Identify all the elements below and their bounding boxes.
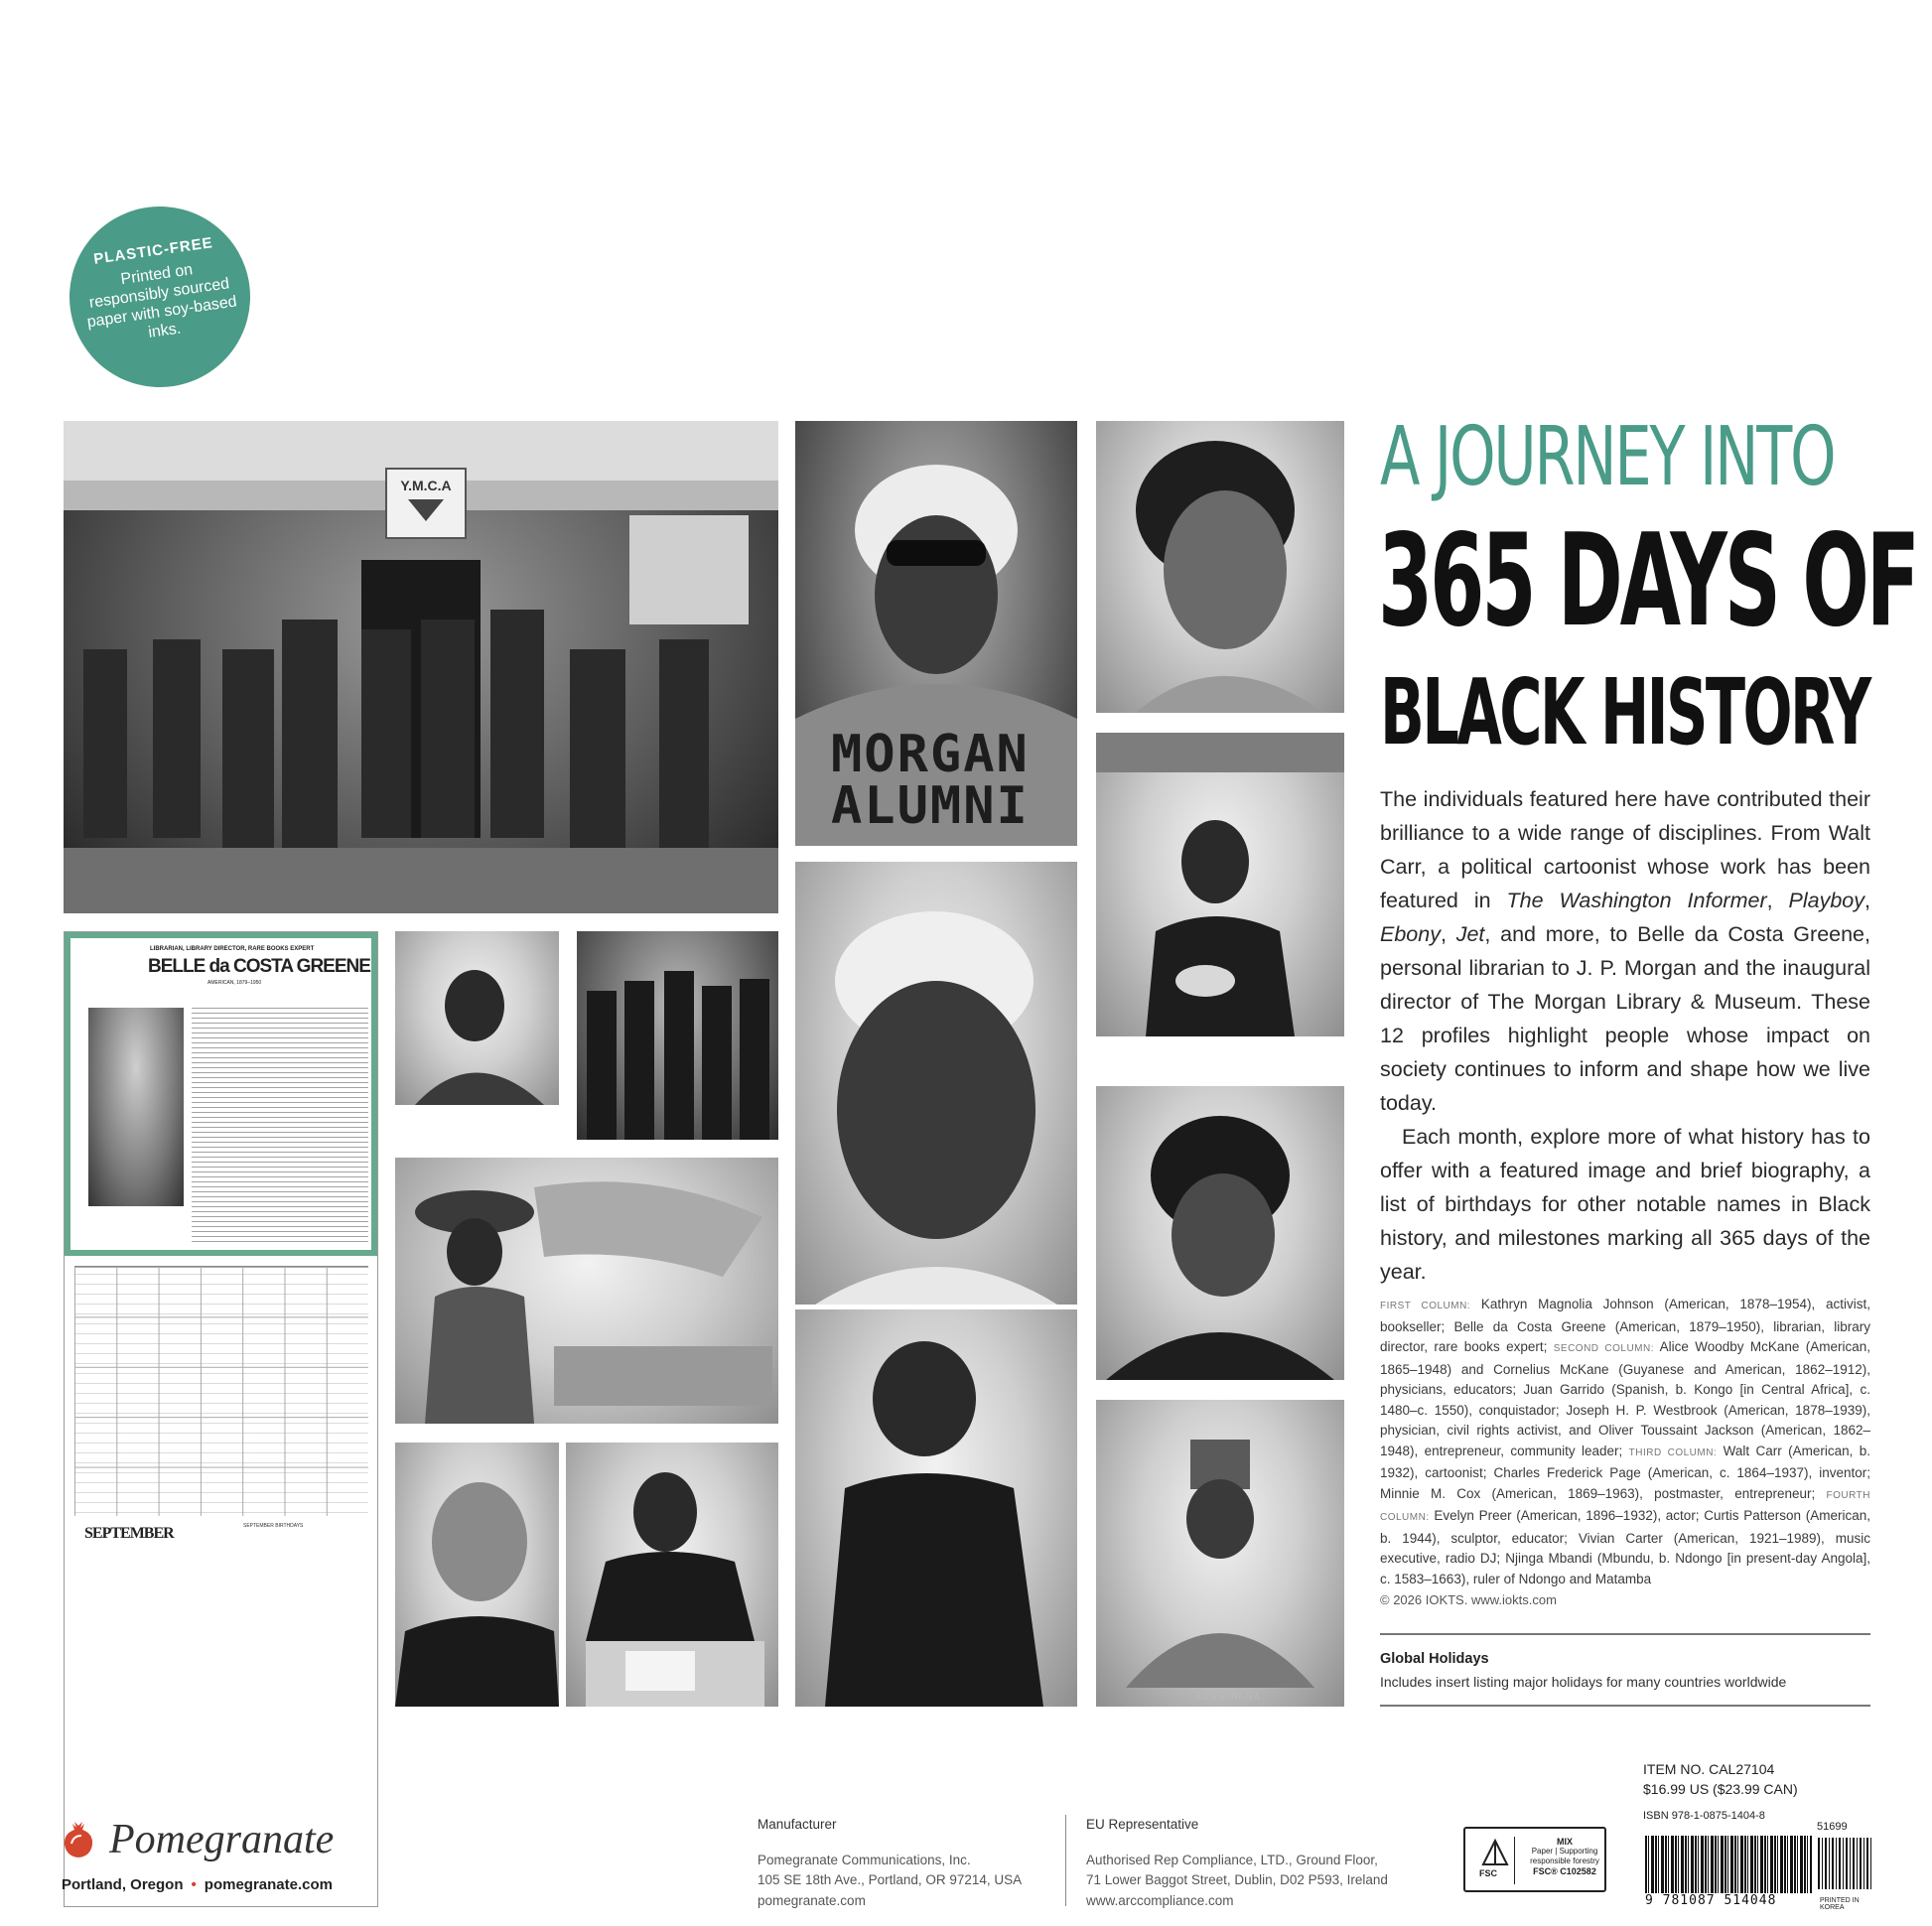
calendar-portrait [88,1008,184,1206]
barcode-digits: 9 781087 514048 [1645,1893,1777,1908]
ymca-sign: Y.M.C.A [385,468,467,539]
footer-separator [1065,1815,1066,1906]
photo-juan-garrido [395,1158,778,1424]
manufacturer-block: Manufacturer Pomegranate Communications, Inc. 105 SE 18th Ave., Portland, OR 97214, USA pomegranate.com [758,1817,1023,1908]
barcode-addon-bars [1818,1838,1873,1889]
photo-man-writing [566,1443,778,1707]
printed-in-text: PRINTED IN KOREA [1820,1897,1860,1911]
barcode-price-code: 51699 [1817,1821,1848,1833]
photo-charles-page [795,862,1077,1305]
eu-representative-block: EU Representative Authorised Rep Compliance, LTD., Ground Floor, 71 Lower Baggot Street, Dublin, D02 P593, Ireland www.arccompliance.com [1086,1817,1388,1908]
ann-zingha-caption: ANN ZINGHA. [1195,1692,1265,1702]
calendar-subtitle: AMERICAN, 1879–1950 [207,980,262,986]
intro-text [1380,782,1870,1289]
photo-kathryn-johnson [395,931,559,1105]
photo-ymca-soldiers [64,421,778,913]
copyright: © 2026 IOKTS. www.iokts.com [1380,1592,1557,1607]
divider-bottom [1380,1705,1870,1707]
isbn-text: ISBN 978-1-0875-1404-8 [1643,1810,1765,1822]
calendar-title: BELLE da COSTA GREENE [148,956,370,977]
calendar-grid-entries [74,1268,368,1516]
intro-paragraph-2: Each month, explore more of what history has to offer with a featured image and brief biography, a list of birthdays for other notable names in Black history, and milestones marking all 365 days of the year. [1380,1125,1870,1284]
barcode-bars [1645,1836,1812,1893]
calendar-kicker: LIBRARIAN, LIBRARY DIRECTOR, RARE BOOKS EXPERT [150,946,315,952]
morgan-alumni-text: MORGAN ALUMNI [831,725,1030,836]
headline-line-3: BLACK HISTORY [1380,659,1869,765]
fsc-label: FSC [1479,1868,1497,1878]
pomegranate-wordmark: Pomegranate [109,1817,335,1862]
photo-njinga-mbandi [1096,1400,1344,1707]
barcode [1643,1810,1879,1909]
publisher-tagline: Portland, Oregon • pomegranate.com [62,1876,333,1893]
divider-top [1380,1633,1870,1635]
photo-credits: FIRST COLUMN: Kathryn Magnolia Johnson (American, 1878–1954), activist, bookseller; Belle da Costa Greene (American, 1879–1950), librarian, library director, rare books expert; SECOND COLUMN: Alice Woodby McKane (American, 1865–1948) and Cornelius McKane (Guyanese and American, 1862–1912), physicians, educators; Juan Garrido (Spanish, b. Kongo [in Central Africa], c. 1480–c. 1550), conquistador; Joseph H. P. Westbrook (American, 1878–1939), physician, civil rights activist, and Oliver Toussaint Jackson (American, 1862–1948), entrepreneur, community leader; THIRD COLUMN: Walt Carr (American, b. 1932), cartoonist; Charles Frederick Page (American, c. 1864–1937), inventor; Minnie M. Cox (American, 1869–1963), postmaster, entrepreneur; FOURTH COLUMN: Evelyn Preer (American, 1896–1932), actor; Curtis Patterson (American, b. 1944), sculptor, educator; Vivian Carter (American, 1921–1989), music executive, radio DJ; Njinga Mbandi (Mbundu, b. Ndongo [in present-day Angola], c. 1583–1663), ruler of Ndongo and Matamba [1380,1297,1871,1586]
item-info [1643,1759,1798,1799]
intro-paragraph-1: The individuals featured here have contributed their brilliance to a wide range of disciplines. From Walt Carr, a political cartoonist whose work has been featured in The Washington Informer, Playboy, Ebony, Jet, and more, to Belle da Costa Greene, personal librarian to J. P. Morgan and the inaugural director of The Morgan Library & Museum. These 12 profiles highlight people whose impact on society continues to inform and shape how we live today. [1380,787,1870,1115]
badge-title: PLASTIC-FREE [92,234,214,268]
global-holidays-title: Global Holidays [1380,1651,1489,1667]
photo-vivian-carter [1096,1086,1344,1380]
calendar-biography-text [192,1008,368,1242]
photo-curtis-patterson [1096,733,1344,1036]
plastic-free-badge [58,195,262,399]
fsc-mix-text: MIX Paper | Supporting responsible forestry FSC® C102582 [1530,1837,1599,1876]
calendar-birthdays-title: SEPTEMBER BIRTHDAYS [243,1523,304,1529]
item-number: ITEM NO. CAL27104 [1643,1761,1775,1777]
fsc-certification [1463,1827,1606,1892]
photo-minnie-cox [795,1309,1077,1707]
pomegranate-icon [62,1822,95,1857]
photo-man-in-suit [395,1443,559,1707]
photo-westbrook-jackson-group [577,931,778,1140]
photo-walt-carr [795,421,1077,846]
headline-line-1: A JOURNEY INTO [1380,410,1835,504]
calendar-page-thumbnail [64,931,378,1907]
eu-representative-heading: EU Representative [1086,1817,1199,1832]
calendar-month: SEPTEMBER [84,1525,174,1542]
global-holidays-text: Includes insert listing major holidays for many countries worldwide [1380,1674,1787,1690]
calendar-feature-panel [65,932,377,1256]
item-price: $16.99 US ($23.99 CAN) [1643,1781,1798,1797]
headline-line-2: 365 DAYS OF [1378,507,1917,655]
manufacturer-heading: Manufacturer [758,1817,837,1832]
photo-evelyn-preer [1096,421,1344,713]
badge-text: Printed on responsibly sourced paper with soy-based inks. [85,261,238,342]
